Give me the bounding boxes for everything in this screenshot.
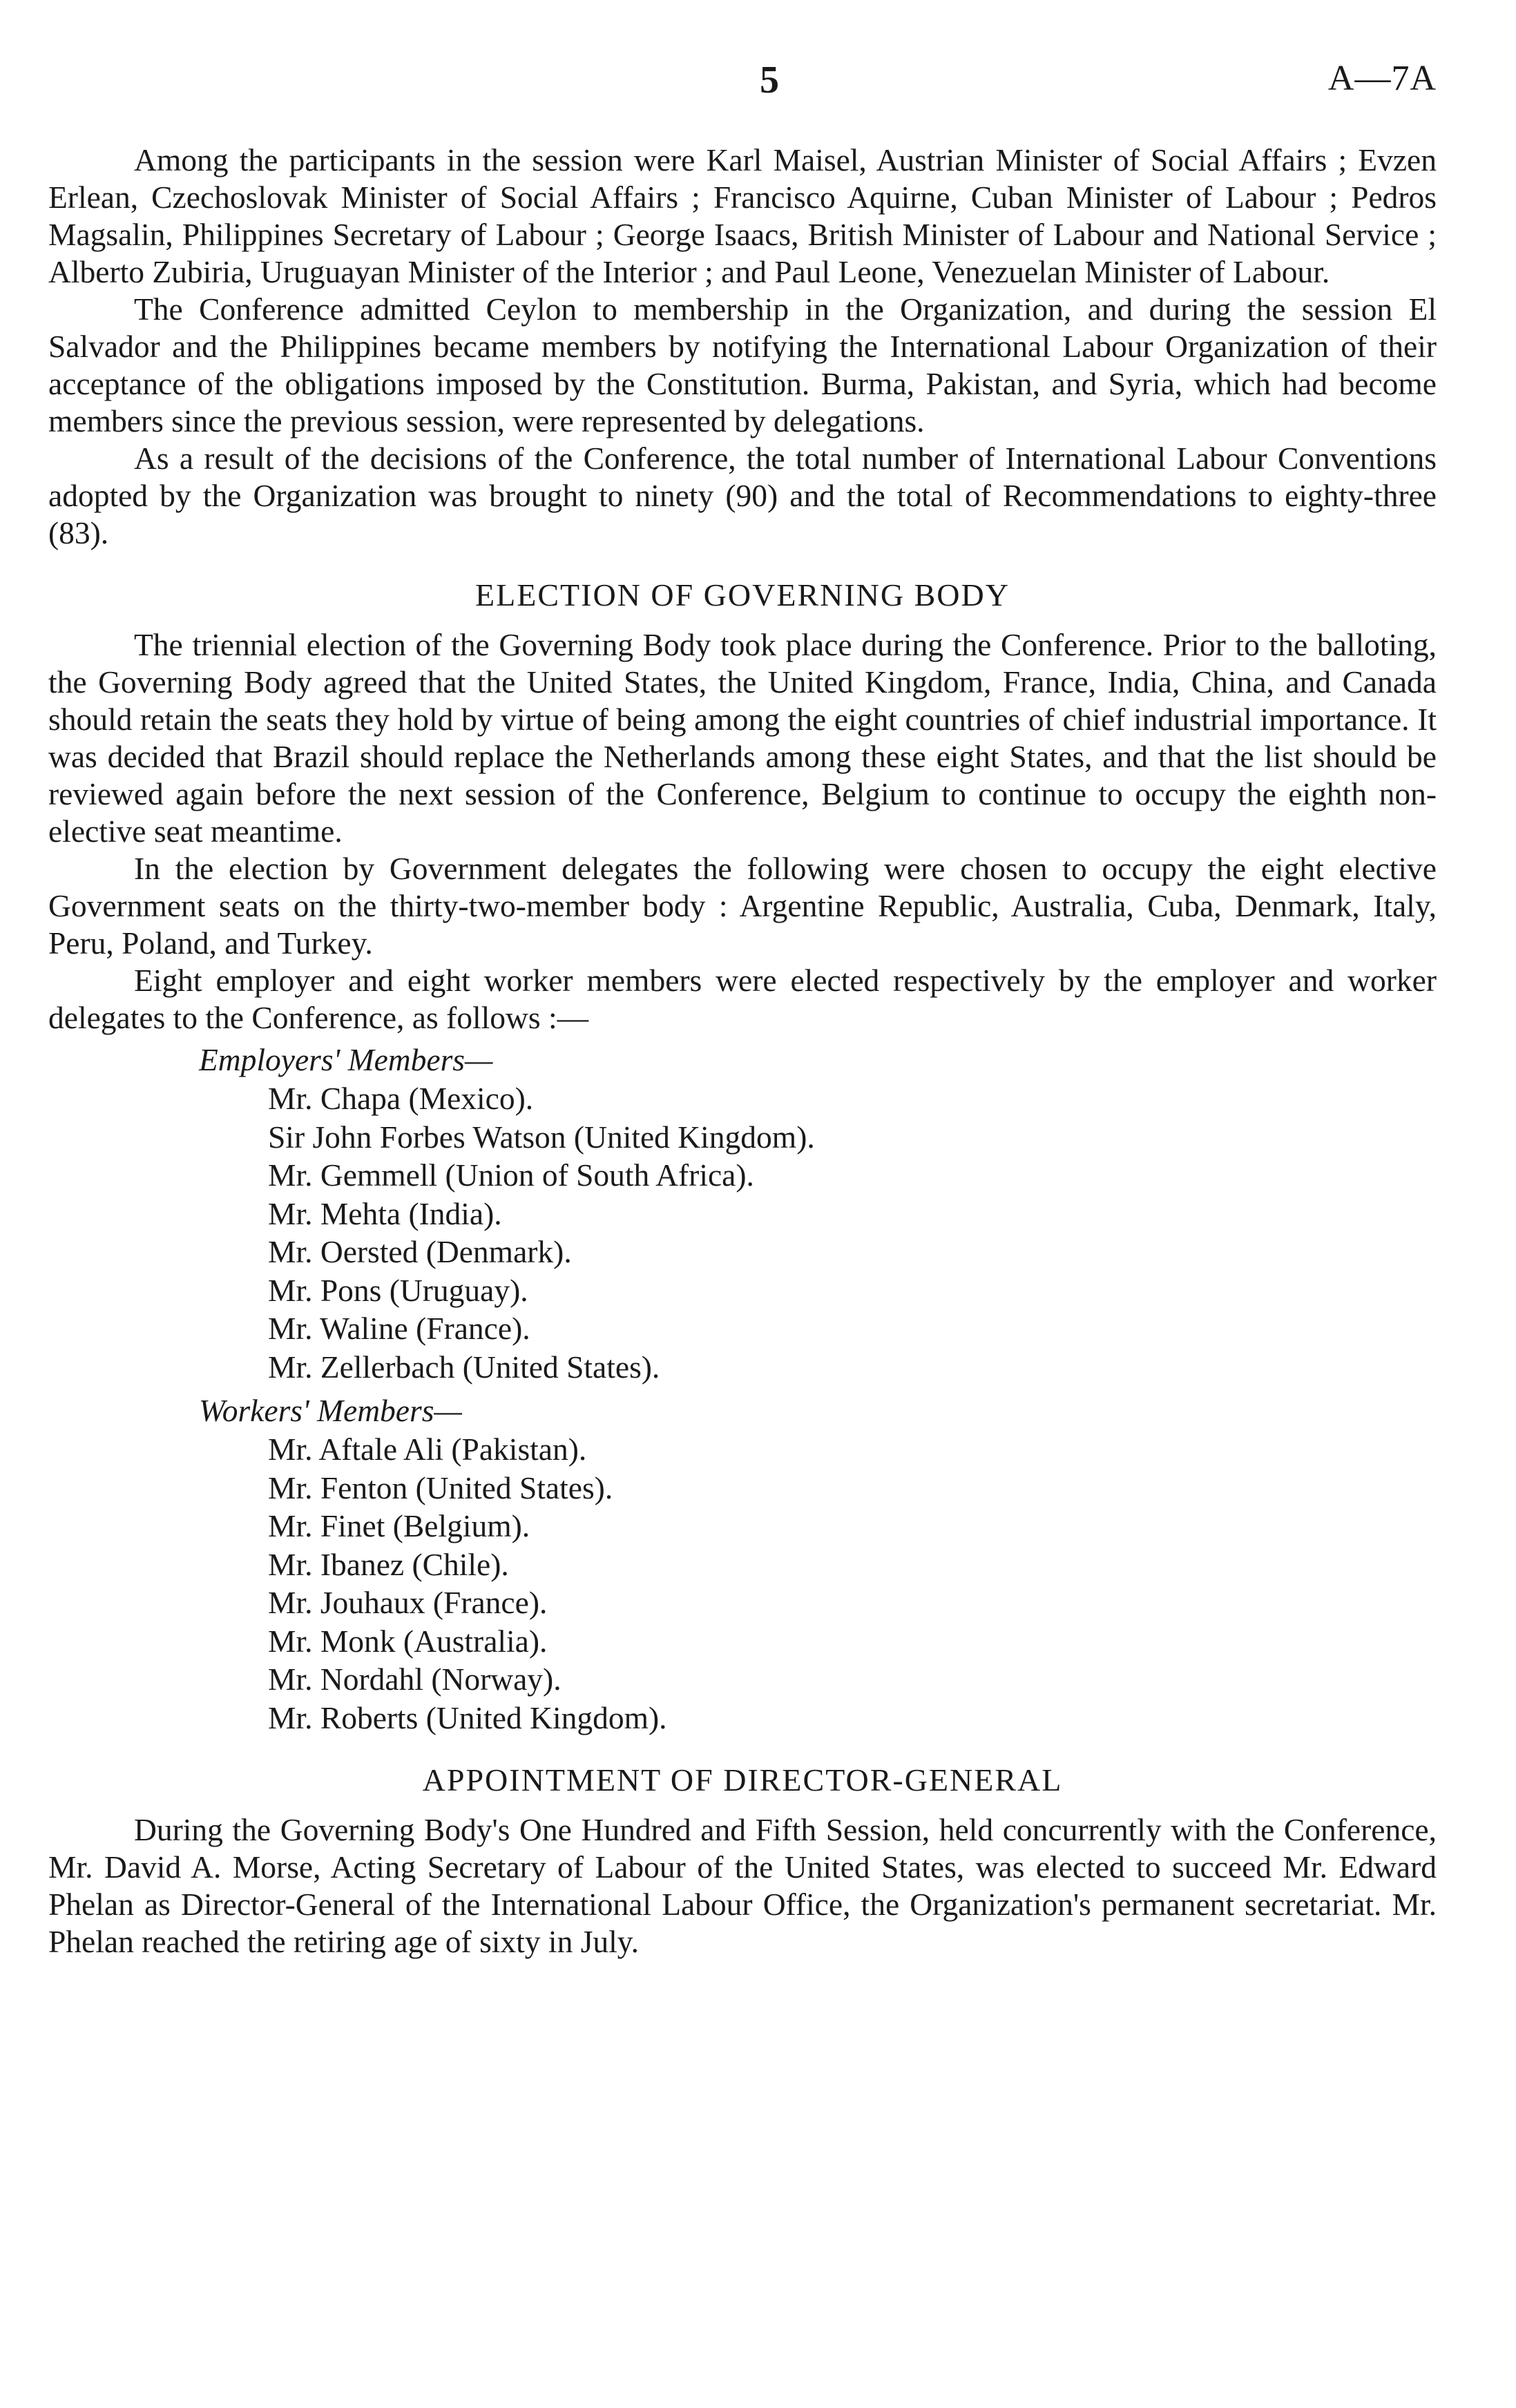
section-heading-election: ELECTION OF GOVERNING BODY (475, 577, 1010, 613)
page-number: 5 (760, 59, 779, 102)
paragraph-membership: The Conference admitted Ceylon to membership in the Organization, and during the session El Salvador and the Philippines became members by notifying the International Labour Organization of their acceptance of the obligations imposed by the Constitution. Burma, Pakistan, and Syria, which had become members since the previous session, were represented by delegations. (48, 291, 1437, 439)
page-body (48, 142, 1437, 1961)
list-item: Mr. Ibanez (Chile). (268, 1546, 509, 1582)
list-item: Mr. Monk (Australia). (268, 1623, 548, 1659)
paragraph-conventions-total: As a result of the decisions of the Conference, the total number of International Labour Conventions adopted by the Organization was brought to ninety (90) and the total of Recommendations to eighty-three (83). (48, 441, 1437, 550)
list-item: Mr. Aftale Ali (Pakistan). (268, 1432, 587, 1467)
list-item: Sir John Forbes Watson (United Kingdom). (268, 1119, 815, 1155)
paragraph-government-seats: In the election by Government delegates the following were chosen to occupy the eight elective Government seats on the thirty-two-member body : Argentine Republic, Australia, Cuba, Denmark, Italy, Peru, Poland, and Turkey. (48, 851, 1437, 961)
list-item: Mr. Jouhaux (France). (268, 1585, 548, 1620)
section-heading-appointment: APPOINTMENT OF DIRECTOR-GENERAL (422, 1762, 1063, 1798)
employers-members-heading: Employers' Members— (199, 1042, 493, 1077)
list-item: Mr. Fenton (United States). (268, 1470, 613, 1505)
paragraph-triennial-election: The triennial election of the Governing Body took place during the Conference. Prior to the balloting, the Governing Body agreed that the United States, the United Kingdom, France, India, China, and Canada should retain the seats they hold by virtue of being among the eight countries of chief industrial importance. It was decided that Brazil should replace the Netherlands among these eight States, and that the list should be reviewed again before the next session of the Conference, Belgium to continue to occupy the eighth non-elective seat meantime. (48, 627, 1437, 849)
paragraph-participants: Among the participants in the session were Karl Maisel, Austrian Minister of Social Affairs ; Evzen Erlean, Czechoslovak Minister of Social Affairs ; Francisco Aquirne, Cuban Minister of Labour ; Pedros Magsalin, Philippines Secretary of Labour ; George Isaacs, British Minister of Labour and National Service ; Alberto Zubiria, Uruguayan Minister of the Interior ; and Paul Leone, Venezuelan Minister of Labour. (48, 142, 1437, 289)
paragraph-director-general: During the Governing Body's One Hundred and Fifth Session, held concurrently with the Conference, Mr. David A. Morse, Acting Secretary of Labour of the United States, was elected to succeed Mr. Edward Phelan as Director-General of the International Labour Office, the Organization's permanent secretariat. Mr. Phelan reached the retiring age of sixty in July. (48, 1812, 1437, 1959)
list-item: Mr. Nordahl (Norway). (268, 1661, 562, 1697)
list-item: Mr. Waline (France). (268, 1311, 530, 1346)
list-item: Mr. Oersted (Denmark). (268, 1234, 572, 1269)
page-header (48, 58, 1437, 113)
document-page (48, 0, 1437, 2408)
list-item: Mr. Pons (Uruguay). (268, 1272, 528, 1308)
list-item: Mr. Gemmell (Union of South Africa). (268, 1157, 754, 1193)
list-item: Mr. Finet (Belgium). (268, 1508, 530, 1543)
document-reference: A—7A (1327, 59, 1437, 98)
workers-members-heading: Workers' Members— (199, 1393, 462, 1428)
list-item: Mr. Roberts (United Kingdom). (268, 1699, 667, 1735)
list-item: Mr. Chapa (Mexico). (268, 1081, 534, 1116)
workers-members-list (48, 1430, 1437, 1737)
list-item: Mr. Zellerbach (United States). (268, 1349, 660, 1385)
employers-members-list (48, 1079, 1437, 1386)
paragraph-employer-worker-members: Eight employer and eight worker members were elected respectively by the employer and worker delegates to the Conference, as follows :— (48, 963, 1437, 1035)
list-item: Mr. Mehta (India). (268, 1195, 502, 1231)
